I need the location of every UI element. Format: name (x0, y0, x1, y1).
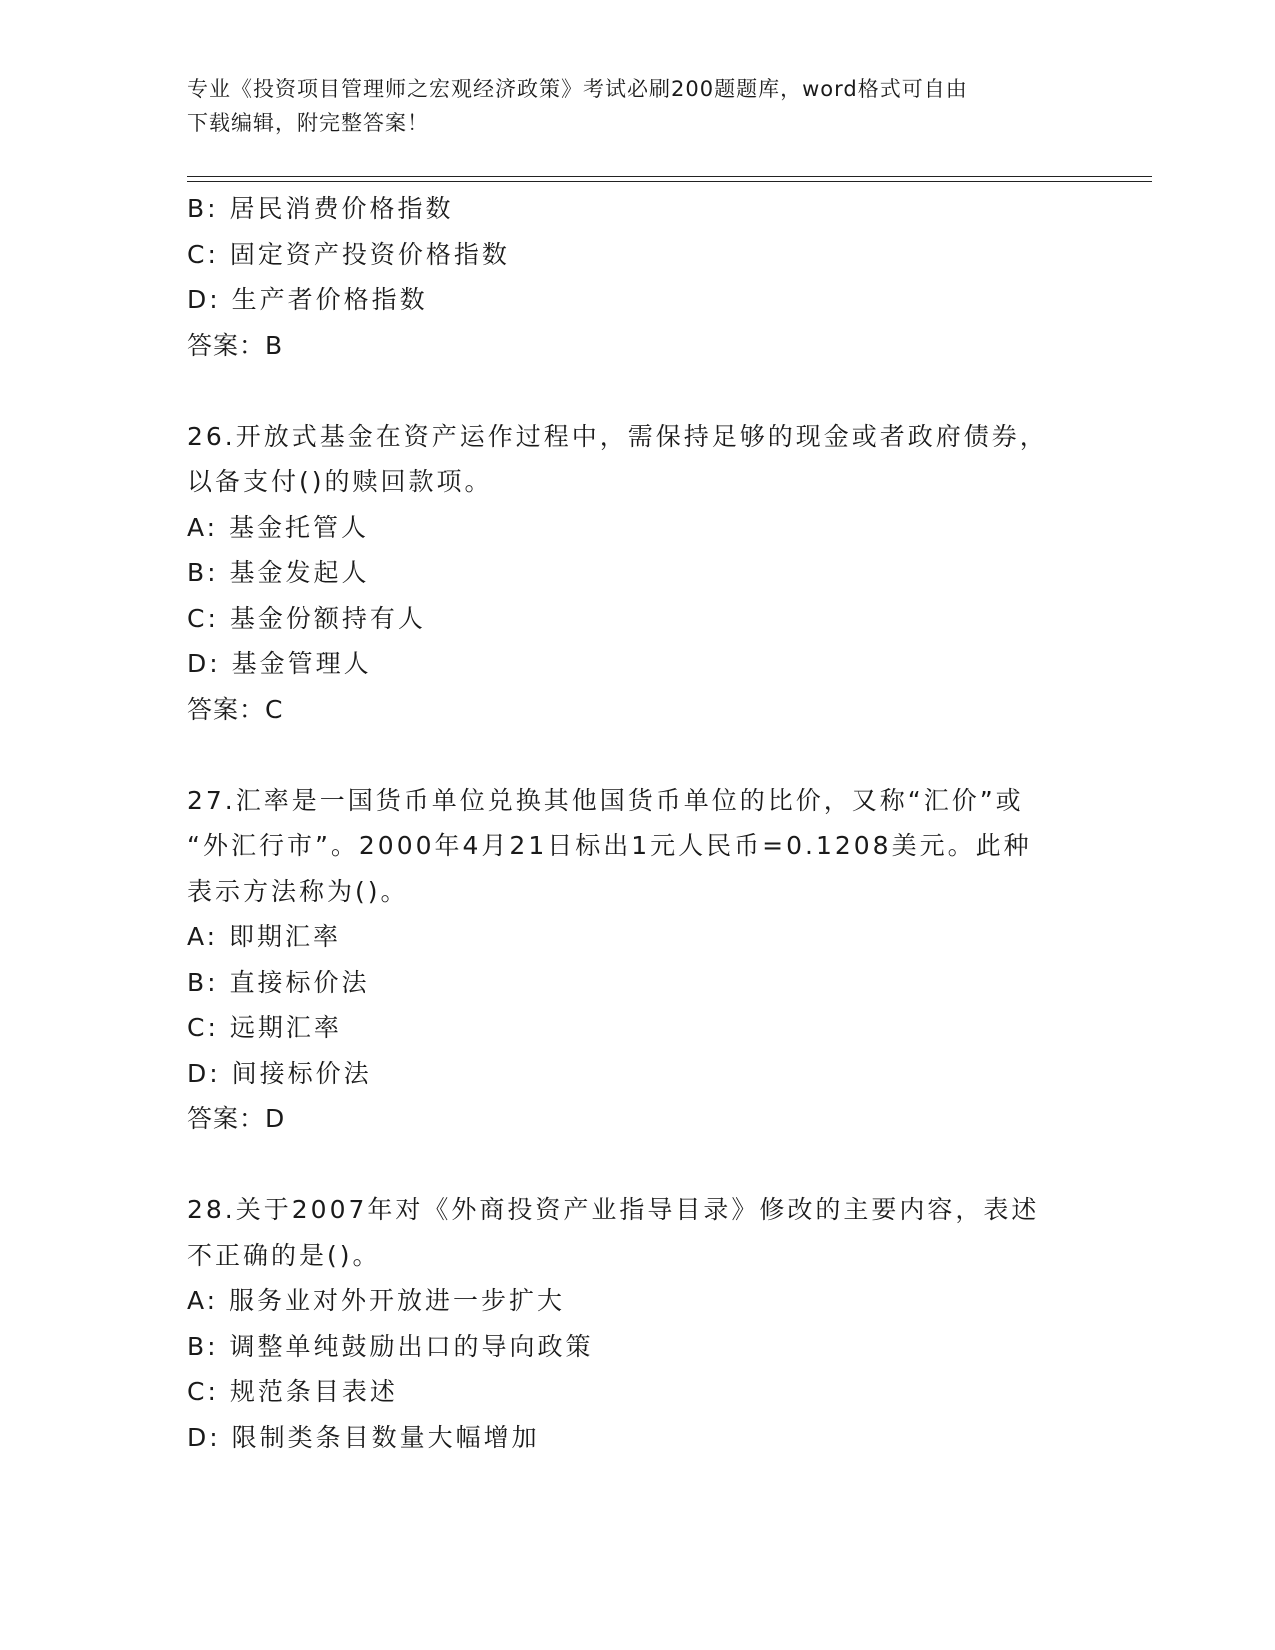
header-rule-top (187, 176, 1152, 177)
option-c: C: 固定资产投资价格指数 (187, 239, 510, 269)
document-header (187, 72, 1087, 140)
option-a: A: 基金托管人 (187, 512, 370, 542)
spacer (187, 1142, 1087, 1188)
header-rule-bottom (187, 181, 1152, 182)
spacer (187, 732, 1087, 778)
question-stem: 表示方法称为()。 (187, 876, 409, 906)
option-d: D: 基金管理人 (187, 649, 372, 678)
question-stem: 28.关于2007年对《外商投资产业指导目录》修改的主要内容，表述 (187, 1195, 1040, 1224)
option-d: D: 间接标价法 (187, 1058, 372, 1088)
option-b: B: 居民消费价格指数 (187, 194, 454, 223)
question-list (187, 186, 1087, 1460)
answer-label: 答案：B (187, 330, 284, 360)
answer-label: 答案：C (187, 694, 284, 724)
answer-label: 答案：D (187, 1104, 286, 1133)
option-c: C: 规范条目表述 (187, 1377, 398, 1406)
question-stem: 以备支付()的赎回款项。 (187, 467, 493, 496)
question-26 (187, 414, 1087, 733)
option-b: B: 直接标价法 (187, 967, 370, 997)
option-c: C: 基金份额持有人 (187, 603, 426, 633)
option-c: C: 远期汇率 (187, 1013, 342, 1042)
option-a: A: 即期汇率 (187, 922, 342, 951)
spacer (187, 368, 1087, 414)
question-stem: 26.开放式基金在资产运作过程中，需保持足够的现金或者政府债券， (187, 421, 1048, 451)
option-b: B: 基金发起人 (187, 558, 370, 587)
option-d: D: 限制类条目数量大幅增加 (187, 1422, 540, 1452)
option-d: D: 生产者价格指数 (187, 285, 428, 314)
question-stem: 27.汇率是一国货币单位兑换其他国货币单位的比价，又称“汇价”或 (187, 785, 1024, 815)
question-28 (187, 1187, 1087, 1460)
header-line-2: 下载编辑，附完整答案！ (187, 111, 429, 135)
option-a: A: 服务业对外开放进一步扩大 (187, 1286, 566, 1315)
question-27 (187, 778, 1087, 1142)
question-25 (187, 186, 1087, 368)
question-stem: “外汇行市”。2000年4月21日标出1元人民币=0.1208美元。此种 (187, 831, 1032, 860)
header-line-1: 专业《投资项目管理师之宏观经济政策》考试必刷200题题库，word格式可自由 (187, 77, 968, 101)
option-b: B: 调整单纯鼓励出口的导向政策 (187, 1331, 594, 1361)
question-stem: 不正确的是()。 (187, 1240, 381, 1270)
